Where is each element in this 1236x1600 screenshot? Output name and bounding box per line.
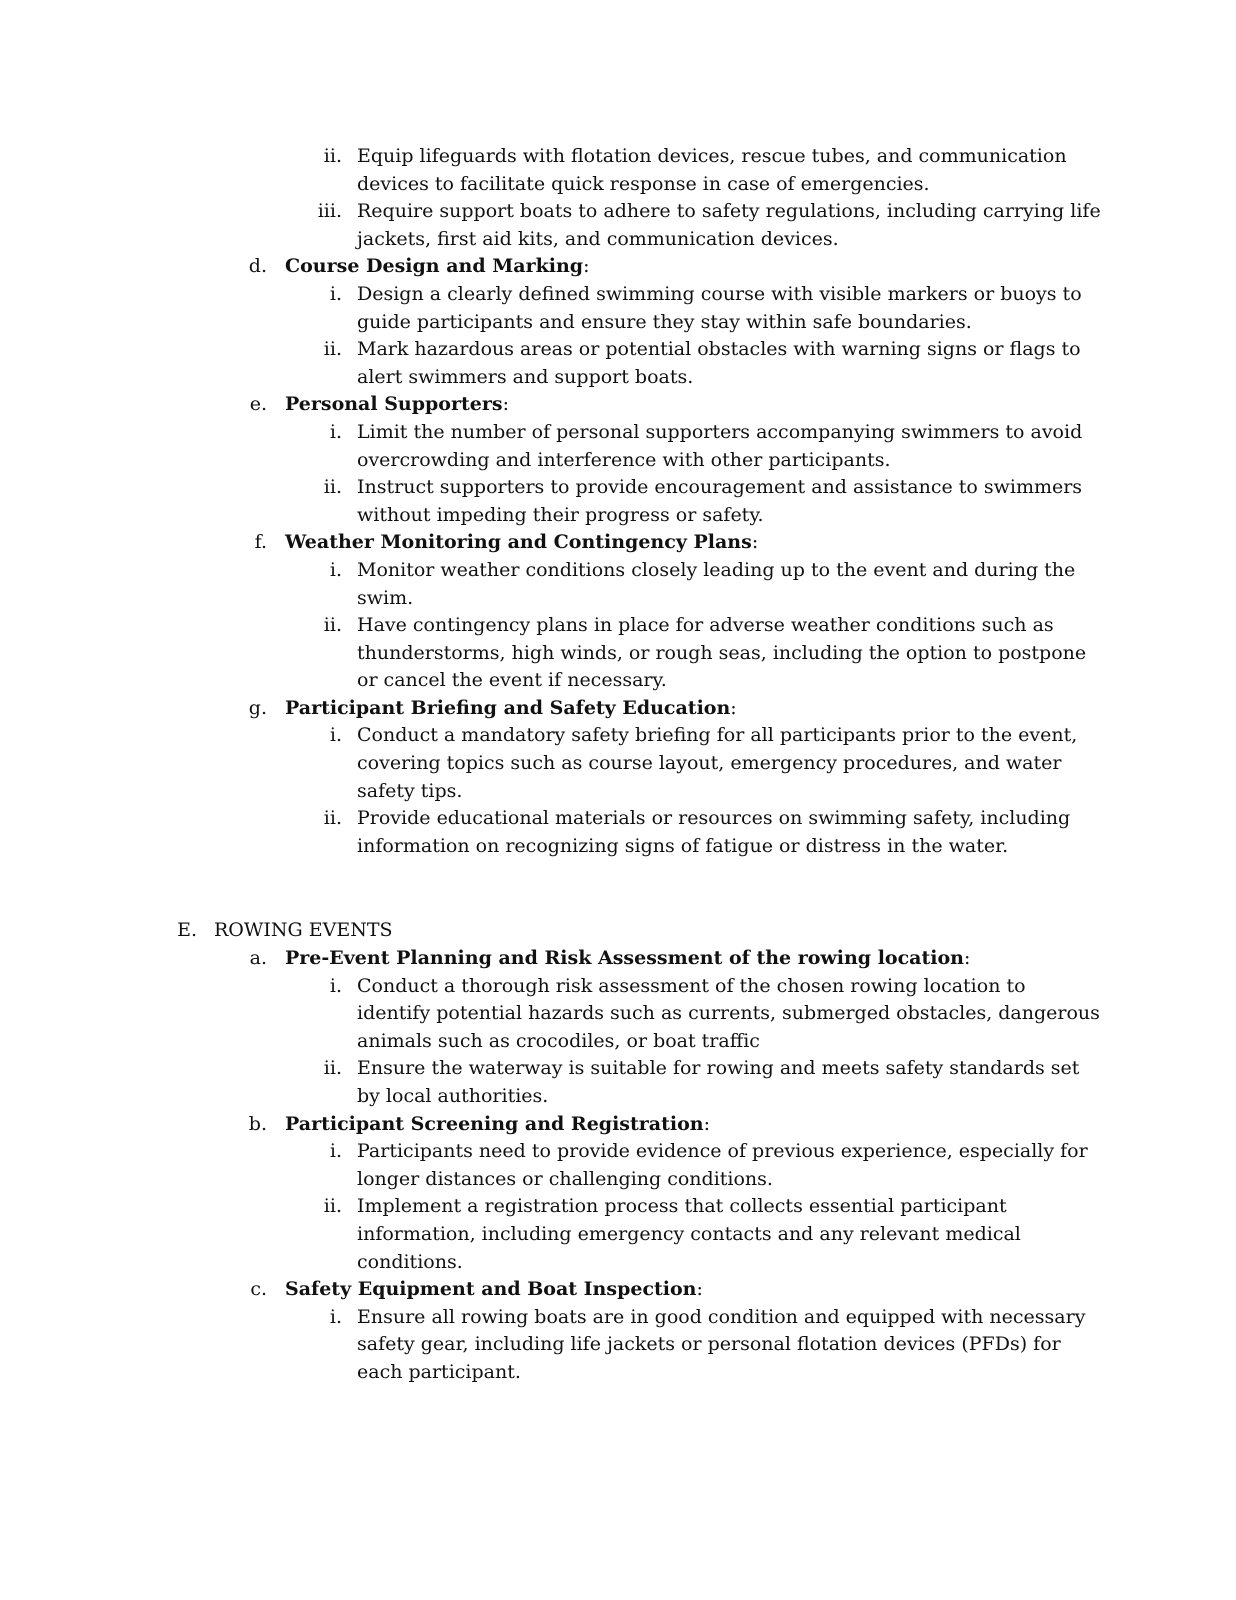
list-item-continuation: [0, 585, 1236, 613]
heading-text: [285, 529, 758, 557]
heading-label: Participant Briefing and Safety Education: [285, 696, 731, 719]
line-text: alert swimmers and support boats.: [357, 365, 694, 388]
heading-label: Safety Equipment and Boat Inspection: [285, 1278, 697, 1301]
line-text: Instruct supporters to provide encouragement and assistance to swimmers: [357, 476, 1083, 499]
list-marker: i.: [329, 420, 342, 443]
list-marker: iii.: [317, 200, 342, 223]
heading-colon: :: [751, 531, 759, 554]
list-item-continuation: [0, 447, 1236, 475]
list-marker: ii.: [323, 145, 342, 167]
list-marker: g.: [248, 696, 267, 719]
heading-label: Pre-Event Planning and Risk Assessment of the rowing location: [285, 947, 964, 970]
list-item-continuation: [0, 1331, 1236, 1359]
list-marker: i.: [329, 1305, 342, 1328]
document-body: [0, 143, 1236, 1387]
list-item-continuation: [0, 309, 1236, 337]
heading-colon: :: [502, 393, 509, 416]
subsection-heading: [0, 529, 1236, 557]
subsection-heading: [0, 695, 1236, 723]
list-item: [0, 198, 1236, 226]
line-text: guide participants and ensure they stay within safe boundaries.: [357, 310, 972, 333]
list-item: [0, 474, 1236, 502]
list-item-continuation: [0, 171, 1236, 199]
line-text: Implement a registration process that collects essential participant: [357, 1195, 1007, 1218]
line-text: covering topics such as course layout, emergency procedures, and water: [357, 752, 1062, 775]
line-text: Conduct a mandatory safety briefing for all participants prior to the event,: [357, 724, 1078, 747]
list-item: [0, 973, 1236, 1001]
subsection-heading: [0, 391, 1236, 419]
list-item-continuation: [0, 1083, 1236, 1111]
list-marker: a.: [249, 947, 267, 970]
line-text: Have contingency plans in place for adverse weather conditions such as: [357, 614, 1054, 637]
line-text: safety tips.: [357, 779, 463, 802]
line-text: safety gear, including life jackets or personal flotation devices (PFDs) for: [357, 1333, 1061, 1356]
heading-label: Participant Screening and Registration: [285, 1112, 704, 1135]
list-item: [0, 419, 1236, 447]
list-marker: i.: [329, 282, 342, 305]
subsection-heading: [0, 253, 1236, 281]
list-marker: ii.: [323, 807, 342, 830]
line-text: by local authorities.: [357, 1085, 549, 1107]
list-marker: i.: [329, 974, 342, 997]
list-item-continuation: [0, 750, 1236, 778]
list-marker: ii.: [323, 338, 342, 361]
list-item: [0, 557, 1236, 585]
list-marker: i.: [329, 724, 342, 747]
line-text: thunderstorms, high winds, or rough seas, including the option to postpone: [357, 641, 1087, 664]
list-item-continuation: [0, 1166, 1236, 1194]
list-item-continuation: [0, 1359, 1236, 1387]
list-item: [0, 1055, 1236, 1083]
section-heading: [0, 917, 1236, 945]
list-marker: b.: [248, 1112, 267, 1135]
list-item-continuation: [0, 833, 1236, 861]
heading-text: [285, 695, 737, 723]
subsection-heading: [0, 945, 1236, 973]
heading-label: Course Design and Marking: [285, 255, 584, 278]
section-gap: [0, 860, 1236, 917]
subsection-heading: [0, 1111, 1236, 1139]
line-text: each participant.: [357, 1360, 521, 1383]
heading-colon: :: [583, 255, 590, 278]
line-text: devices to facilitate quick response in case of emergencies.: [357, 172, 930, 195]
heading-text: [285, 1276, 703, 1304]
line-text: Monitor weather conditions closely leading up to the event and during the: [357, 558, 1076, 581]
list-marker: ii.: [323, 476, 342, 499]
list-marker: ii.: [323, 1195, 342, 1218]
list-item: [0, 722, 1236, 750]
list-item-continuation: [0, 502, 1236, 530]
list-item: [0, 805, 1236, 833]
heading-colon: :: [730, 696, 737, 719]
list-marker: c.: [250, 1278, 267, 1301]
list-marker: ii.: [323, 614, 342, 637]
line-text: Participants need to provide evidence of previous experience, especially for: [357, 1140, 1088, 1163]
line-text: swim.: [357, 586, 414, 609]
list-item: [0, 281, 1236, 309]
line-text: or cancel the event if necessary.: [357, 669, 667, 692]
list-item-continuation: [0, 1000, 1236, 1028]
list-marker: i.: [329, 1140, 342, 1163]
heading-colon: :: [696, 1278, 703, 1301]
list-item: [0, 143, 1236, 171]
line-text: Limit the number of personal supporters accompanying swimmers to avoid: [357, 420, 1083, 443]
list-item-continuation: [0, 1221, 1236, 1249]
line-text: identify potential hazards such as currents, submerged obstacles, dangerous: [357, 1002, 1100, 1025]
list-marker: d.: [248, 255, 267, 278]
line-text: jackets, first aid kits, and communication devices.: [357, 227, 839, 250]
heading-text: [285, 253, 589, 281]
line-text: information, including emergency contacts and any relevant medical: [357, 1222, 1021, 1245]
line-text: Design a clearly defined swimming course with visible markers or buoys to: [357, 282, 1082, 305]
line-text: Ensure all rowing boats are in good condition and equipped with necessary: [357, 1305, 1086, 1328]
list-item-continuation: [0, 1028, 1236, 1056]
list-item-continuation: [0, 778, 1236, 806]
heading-text: [285, 391, 509, 419]
line-text: longer distances or challenging conditions.: [357, 1167, 773, 1190]
heading-colon: :: [703, 1112, 710, 1135]
list-item: [0, 1304, 1236, 1332]
subsection-heading: [0, 1276, 1236, 1304]
line-text: conditions.: [357, 1250, 463, 1273]
line-text: Mark hazardous areas or potential obstacles with warning signs or flags to: [357, 338, 1081, 361]
list-item-continuation: [0, 640, 1236, 668]
line-text: information on recognizing signs of fatigue or distress in the water.: [357, 834, 1009, 857]
heading-text: [285, 1111, 710, 1139]
heading-label: Weather Monitoring and Contingency Plans: [285, 531, 752, 554]
list-item: [0, 1138, 1236, 1166]
line-text: overcrowding and interference with other participants.: [357, 448, 891, 471]
line-text: Conduct a thorough risk assessment of the chosen rowing location to: [357, 974, 1026, 997]
line-text: animals such as crocodiles, or boat traffic: [357, 1029, 760, 1052]
line-text: Equip lifeguards with flotation devices, rescue tubes, and communication: [357, 145, 1067, 167]
list-item: [0, 336, 1236, 364]
list-item-continuation: [0, 1249, 1236, 1277]
list-item-continuation: [0, 226, 1236, 254]
list-marker: f.: [254, 531, 267, 554]
heading-colon: :: [963, 947, 971, 970]
line-text: without impeding their progress or safety.: [357, 503, 764, 526]
list-item-continuation: [0, 364, 1236, 392]
list-item-continuation: [0, 667, 1236, 695]
list-marker: E.: [177, 919, 197, 942]
line-text: Provide educational materials or resources on swimming safety, including: [357, 807, 1071, 830]
heading-text: [285, 945, 970, 973]
line-text: ROWING EVENTS: [214, 919, 393, 942]
list-item: [0, 612, 1236, 640]
line-text: Ensure the waterway is suitable for rowing and meets safety standards set: [357, 1057, 1080, 1080]
list-marker: i.: [329, 558, 342, 581]
heading-label: Personal Supporters: [285, 393, 503, 416]
list-item: [0, 1193, 1236, 1221]
line-text: Require support boats to adhere to safety regulations, including carrying life: [357, 200, 1101, 223]
list-marker: ii.: [323, 1057, 342, 1080]
list-marker: e.: [249, 393, 267, 416]
